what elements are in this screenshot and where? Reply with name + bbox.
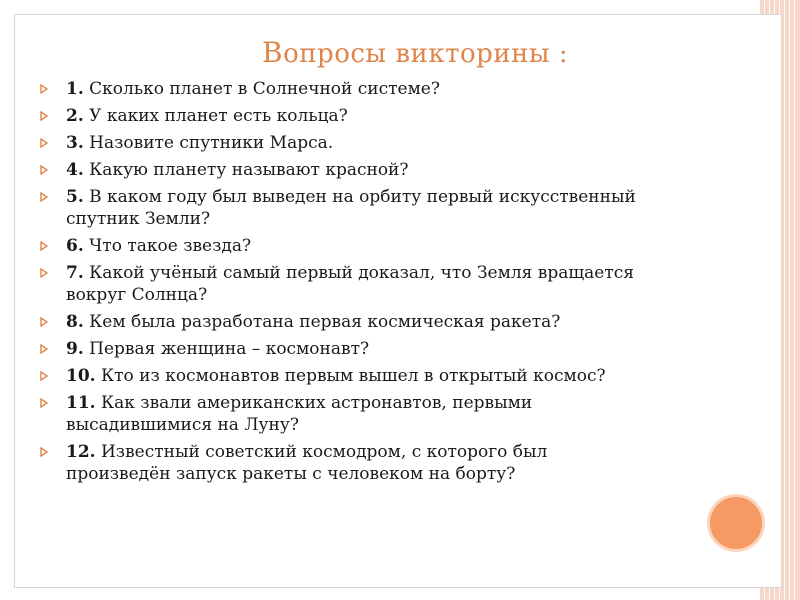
question-text: Какую планету называют красной? bbox=[83, 160, 409, 180]
triangle-bullet-icon bbox=[40, 317, 48, 327]
triangle-bullet-icon bbox=[40, 84, 48, 94]
question-item bbox=[40, 365, 640, 387]
triangle-bullet-icon bbox=[40, 111, 48, 121]
slide-title bbox=[262, 36, 568, 69]
question-number: 6. bbox=[66, 236, 84, 256]
question-text: Как звали американских астронавтов, первыми высадившимися на Луну? bbox=[66, 393, 533, 435]
question-text: Первая женщина – космонавт? bbox=[83, 339, 370, 359]
question-number: 11. bbox=[66, 393, 96, 413]
question-item bbox=[40, 262, 640, 306]
question-item bbox=[40, 78, 640, 100]
triangle-bullet-icon bbox=[40, 138, 48, 148]
questions-list bbox=[40, 78, 640, 490]
decorative-circle bbox=[710, 497, 762, 549]
question-number: 5. bbox=[66, 187, 84, 207]
triangle-bullet-icon bbox=[40, 398, 48, 408]
question-number: 1. bbox=[66, 79, 84, 99]
question-number: 8. bbox=[66, 312, 84, 332]
question-number: 4. bbox=[66, 160, 84, 180]
question-item bbox=[40, 186, 640, 230]
question-item bbox=[40, 392, 640, 436]
question-item bbox=[40, 235, 640, 257]
question-text: У каких планет есть кольца? bbox=[83, 106, 348, 126]
question-item bbox=[40, 132, 640, 154]
question-text: Известный советский космодром, с которого был произведён запуск ракеты с человеком на борту? bbox=[66, 442, 548, 484]
question-item bbox=[40, 311, 640, 333]
triangle-bullet-icon bbox=[40, 241, 48, 251]
question-text: Сколько планет в Солнечной системе? bbox=[83, 79, 440, 99]
question-number: 3. bbox=[66, 133, 84, 153]
question-item bbox=[40, 338, 640, 360]
question-number: 12. bbox=[66, 442, 96, 462]
triangle-bullet-icon bbox=[40, 165, 48, 175]
title-rest: опросы викторины : bbox=[283, 39, 569, 69]
question-item bbox=[40, 159, 640, 181]
question-item bbox=[40, 105, 640, 127]
question-text: В каком году был выведен на орбиту первый искусственный спутник Земли? bbox=[66, 187, 636, 229]
question-text: Какой учёный самый первый доказал, что Земля вращается вокруг Солнца? bbox=[66, 263, 634, 305]
question-number: 9. bbox=[66, 339, 84, 359]
question-number: 10. bbox=[66, 366, 96, 386]
triangle-bullet-icon bbox=[40, 447, 48, 457]
question-text: Кем была разработана первая космическая ракета? bbox=[83, 312, 561, 332]
question-item bbox=[40, 441, 640, 485]
question-number: 7. bbox=[66, 263, 84, 283]
triangle-bullet-icon bbox=[40, 268, 48, 278]
question-number: 2. bbox=[66, 106, 84, 126]
triangle-bullet-icon bbox=[40, 371, 48, 381]
triangle-bullet-icon bbox=[40, 344, 48, 354]
question-text: Кто из космонавтов первым вышел в открытый космос? bbox=[95, 366, 606, 386]
triangle-bullet-icon bbox=[40, 192, 48, 202]
question-text: Что такое звезда? bbox=[83, 236, 252, 256]
question-text: Назовите спутники Марса. bbox=[83, 133, 334, 153]
title-first-letter: В bbox=[262, 36, 284, 69]
